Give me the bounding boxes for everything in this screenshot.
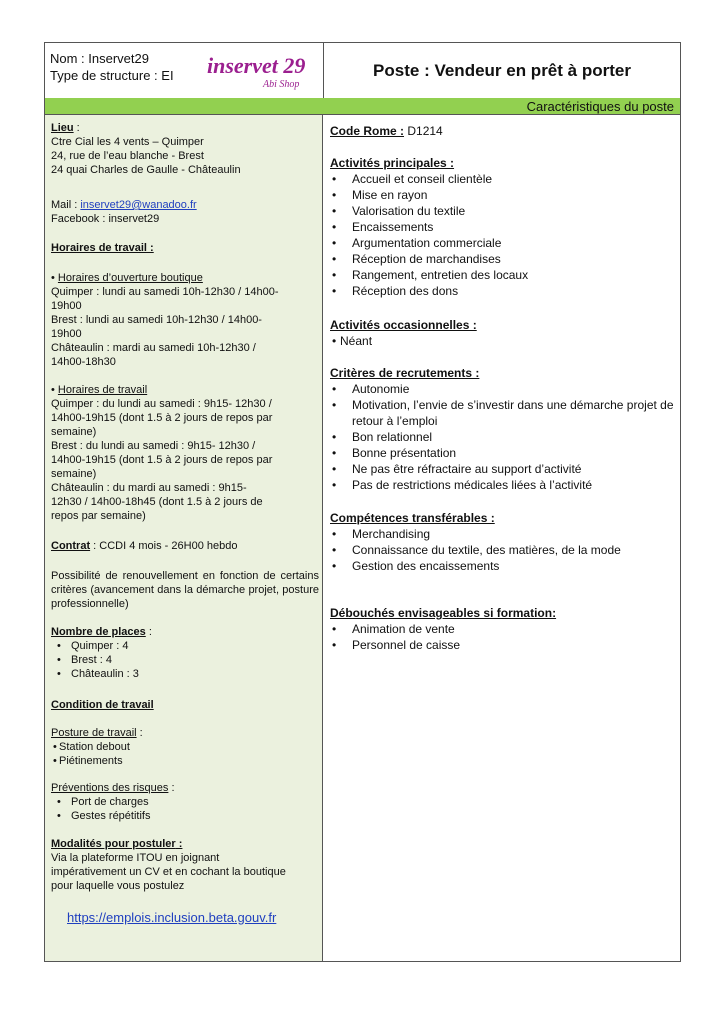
ouverture-title: Horaires d’ouverture boutique bbox=[57, 272, 203, 284]
modalites-line: Via la plateforme ITOU en joignant bbox=[51, 852, 220, 864]
competences-section bbox=[330, 510, 675, 574]
lieu-section bbox=[51, 121, 319, 177]
rome-section bbox=[330, 123, 675, 139]
mail-label: Mail : bbox=[51, 199, 81, 211]
occasionnelles-section bbox=[330, 317, 675, 349]
activites-section bbox=[330, 155, 675, 299]
horaires-section bbox=[51, 241, 319, 255]
section-band bbox=[45, 98, 680, 115]
structure-type: Type de structure : EI bbox=[50, 68, 174, 83]
ouverture-line: 19h00 bbox=[51, 328, 82, 340]
travail-section: • Horaires de travail Quimper : du lundi au samedi : 9h15- 12h30 / 14h00-19h15 (dont 1.5 à 2 jours de repos par semaine) Brest : du lundi au samedi : 9h15- 12h30 / 14h00-19h15 (dont 1.5 à 2 jours de repos par semaine) Châteaulin : du mardi au samedi : 9h15- 12h30 / 14h00-18h45 (dont 1.5 à 2 jours de repos par semaine) bbox=[51, 383, 319, 523]
preventions-section bbox=[51, 781, 319, 823]
modalites-line: pour laquelle vous postulez bbox=[51, 880, 185, 892]
criteres-item: • Ne pas être réfractaire au support d’activité bbox=[330, 461, 675, 477]
modalites-line: impérativement un CV et en cochant la boutique bbox=[51, 866, 286, 878]
places-item: • Brest : 4 bbox=[51, 653, 319, 667]
contrat-value: : CCDI 4 mois - 26H00 hebdo bbox=[90, 540, 238, 552]
activites-item: • Valorisation du textile bbox=[330, 203, 675, 219]
structure-info bbox=[45, 43, 324, 98]
renouvellement-text: Possibilité de renouvellement en fonction de certains critères (avancement dans la démarche projet, posture professionnelle) bbox=[51, 570, 319, 610]
places-section bbox=[51, 625, 319, 681]
ouverture-section: • Horaires d’ouverture boutique Quimper : lundi au samedi 10h-12h30 / 14h00- 19h00 Brest : lundi au samedi 10h-12h30 / 14h00- 19h00 Châteaulin : mardi au samedi 10h-12h30 / 14h00-18h30 bbox=[51, 271, 319, 369]
criteres-item: • Motivation, l’envie de s’investir dans une démarche projet de retour à l’emploi bbox=[330, 397, 675, 429]
preventions-colon: : bbox=[168, 782, 175, 794]
ouverture-line: Châteaulin : mardi au samedi 10h-12h30 / bbox=[51, 342, 256, 354]
debouches-item: • Personnel de caisse bbox=[330, 637, 675, 653]
criteres-list bbox=[330, 381, 675, 493]
activites-item: • Encaissements bbox=[330, 219, 675, 235]
occasionnelles-title: Activités occasionnelles : bbox=[330, 318, 477, 332]
debouches-list bbox=[330, 621, 675, 653]
travail-line: 12h30 / 14h00-18h45 (dont 1.5 à 2 jours de bbox=[51, 496, 263, 508]
ouverture-line: 14h00-18h30 bbox=[51, 356, 116, 368]
activites-title: Activités principales : bbox=[330, 156, 455, 170]
criteres-item: • Bonne présentation bbox=[330, 445, 675, 461]
activites-list bbox=[330, 171, 675, 299]
header bbox=[45, 43, 680, 99]
mail-link[interactable]: inservet29@wanadoo.fr bbox=[80, 199, 197, 211]
left-column bbox=[45, 115, 323, 961]
structure-name: Nom : Inservet29 bbox=[50, 51, 149, 66]
competences-item: • Connaissance du textile, des matières, de la mode bbox=[330, 542, 675, 558]
facebook-line: Facebook : inservet29 bbox=[51, 213, 160, 225]
contrat-section bbox=[51, 539, 319, 553]
travail-line: repos par semaine) bbox=[51, 510, 146, 522]
debouches-title: Débouchés envisageables si formation: bbox=[330, 606, 557, 620]
criteres-section bbox=[330, 365, 675, 493]
lieu-colon: : bbox=[73, 122, 80, 134]
posture-section bbox=[51, 726, 319, 768]
debouches-section bbox=[330, 605, 675, 653]
inservet-logo bbox=[205, 51, 317, 91]
contrat-title: Contrat bbox=[51, 540, 91, 552]
logo-wordmark: inservet 29 bbox=[207, 53, 306, 78]
competences-item: • Merchandising bbox=[330, 526, 675, 542]
preventions-item: • Gestes répétitifs bbox=[51, 809, 319, 823]
travail-line: Quimper : du lundi au samedi : 9h15- 12h30 / bbox=[51, 398, 272, 410]
competences-title: Compétences transférables : bbox=[330, 511, 495, 525]
ouverture-line: Quimper : lundi au samedi 10h-12h30 / 14h00- bbox=[51, 286, 279, 298]
preventions-item: • Port de charges bbox=[51, 795, 319, 809]
competences-list bbox=[330, 526, 675, 574]
places-item: • Quimper : 4 bbox=[51, 639, 319, 653]
occasionnelles-list bbox=[330, 333, 675, 349]
lieu-line: Ctre Cial les 4 vents – Quimper bbox=[51, 136, 204, 148]
lieu-line: 24 quai Charles de Gaulle - Châteaulin bbox=[51, 164, 241, 176]
activites-item: • Rangement, entretien des locaux bbox=[330, 267, 675, 283]
travail-line: Châteaulin : du mardi au samedi : 9h15- bbox=[51, 482, 247, 494]
job-sheet bbox=[44, 42, 681, 962]
places-item: • Châteaulin : 3 bbox=[51, 667, 319, 681]
criteres-item: • Autonomie bbox=[330, 381, 675, 397]
competences-item: • Gestion des encaissements bbox=[330, 558, 675, 574]
activites-item: • Accueil et conseil clientèle bbox=[330, 171, 675, 187]
criteres-item: • Pas de restrictions médicales liées à l’activité bbox=[330, 477, 675, 493]
ouverture-line: Brest : lundi au samedi 10h-12h30 / 14h00- bbox=[51, 314, 262, 326]
travail-line: 14h00-19h15 (dont 1.5 à 2 jours de repos par bbox=[51, 412, 273, 424]
horaires-colon: : bbox=[147, 242, 154, 254]
preventions-title: Préventions des risques bbox=[51, 782, 169, 794]
activites-item: • Réception de marchandises bbox=[330, 251, 675, 267]
criteres-item: • Bon relationnel bbox=[330, 429, 675, 445]
condition-title: Condition de travail bbox=[51, 699, 154, 711]
travail-line: semaine) bbox=[51, 426, 97, 438]
modalites-section bbox=[51, 837, 319, 893]
places-title: Nombre de places bbox=[51, 626, 146, 638]
modalites-title: Modalités pour postuler bbox=[51, 838, 176, 850]
lieu-title: Lieu bbox=[51, 122, 74, 134]
activites-item: • Réception des dons bbox=[330, 283, 675, 299]
horaires-title: Horaires de travail bbox=[51, 242, 147, 254]
rome-title: Code Rome : bbox=[330, 124, 405, 138]
rome-value: D1214 bbox=[404, 124, 443, 138]
posture-colon: : bbox=[136, 727, 143, 739]
modalites-colon: : bbox=[175, 838, 183, 850]
posture-title: Posture de travail bbox=[51, 727, 137, 739]
places-list bbox=[51, 639, 319, 681]
section-band-label: Caractéristiques du poste bbox=[526, 99, 674, 114]
activites-item: • Mise en rayon bbox=[330, 187, 675, 203]
condition-section bbox=[51, 698, 319, 712]
contact-section bbox=[51, 198, 319, 226]
logo-subtitle: Abi Shop bbox=[263, 79, 300, 90]
lieu-line: 24, rue de l’eau blanche - Brest bbox=[51, 150, 204, 162]
travail-line: 14h00-19h15 (dont 1.5 à 2 jours de repos par bbox=[51, 454, 273, 466]
criteres-title: Critères de recrutements : bbox=[330, 366, 480, 380]
places-colon: : bbox=[145, 626, 152, 638]
job-title: Poste : Vendeur en prêt à porter bbox=[373, 60, 631, 80]
activites-item: • Argumentation commerciale bbox=[330, 235, 675, 251]
debouches-item: • Animation de vente bbox=[330, 621, 675, 637]
posture-item: • Piétinements bbox=[51, 754, 319, 768]
travail-line: Brest : du lundi au samedi : 9h15- 12h30 / bbox=[51, 440, 256, 452]
occasionnelles-item: • Néant bbox=[330, 333, 675, 349]
right-column bbox=[324, 115, 680, 961]
ouverture-line: 19h00 bbox=[51, 300, 82, 312]
posture-item: • Station debout bbox=[51, 740, 319, 754]
posture-list bbox=[51, 740, 319, 768]
itou-link[interactable]: https://emplois.inclusion.beta.gouv.fr bbox=[67, 910, 277, 925]
preventions-list bbox=[51, 795, 319, 823]
travail-line: semaine) bbox=[51, 468, 97, 480]
travail-title: Horaires de travail bbox=[57, 384, 148, 396]
